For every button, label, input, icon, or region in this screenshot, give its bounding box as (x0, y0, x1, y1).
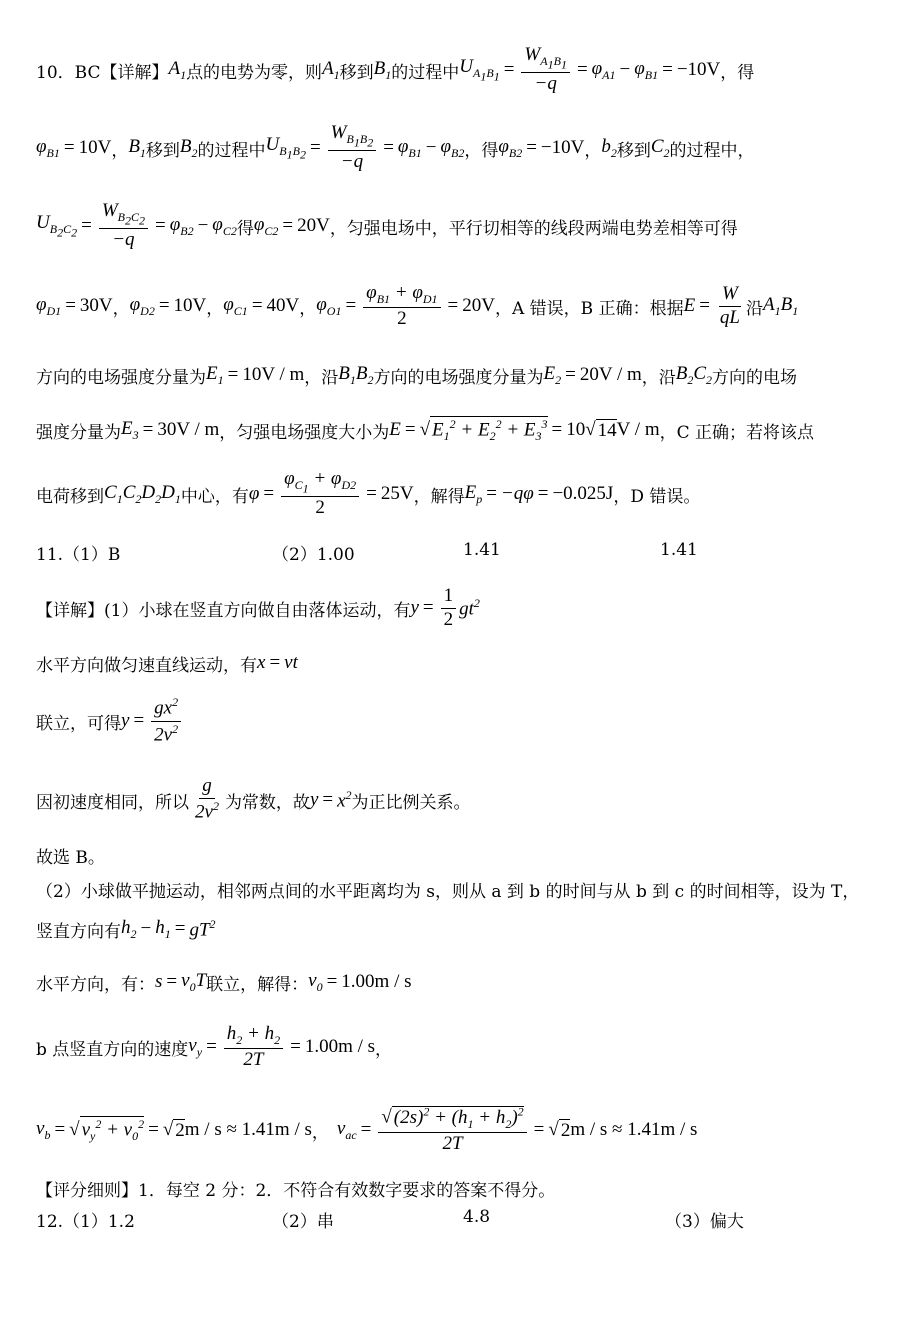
q10-line-4: $\varphi_{D1}$ = 30V ， $\varphi_{D2}$ = 10V ， $\varphi_{C1}$ = 40V ， $\varphi_{O1}$ = $\frac{\varphi_{B1} + \varphi_{D1}}{2}$ = 20V ，A 错误，B 正确：根据 E = $\frac{W}{qL}$ 沿 $A_1B_1$ (36, 281, 799, 329)
q11-detail-3: 联立，可得 y = $\frac{gx^2}{2v^2}$ (36, 698, 184, 744)
q11-detail-4: 因初速度相同，所以 $\frac{g}{2v^2}$ 为常数，故 y = $x^2$ 为正比例关系。 (36, 775, 471, 823)
q11-answer-1: 11.（1）B (36, 545, 121, 565)
q11-detail-2: 水平方向做匀速直线运动，有 x = vt (36, 652, 298, 676)
q10-prefix: 10．BC【详解】 (36, 62, 169, 83)
q11-detail-1: 【详解】(1）小球在竖直方向做自由落体运动，有 y = $\frac{1}{2}$ $gt^2$ (36, 584, 480, 630)
q10-line-3: $U_{B_2C_2}$ = $\frac{W_{B_2C_2}}{-q}$ = $\varphi_{B2}$ − $\varphi_{C2}$ 得 $\varphi_{C2}$ = 20V ，匀强电场中，平行切相等的线段两端电势差相等可得 (36, 199, 738, 251)
q12-answer-4: （3）偏大 (665, 1212, 744, 1232)
q11-detail-10: $v_b$ = √ $v_y^2 + v_0^2$ = √ 2 m / s ≈ 1.41m / s ， $v_{ac}$ = $\frac{√ (2s)^2 + (h_1 + h_2)^2}{2T}$ = √ 2 m / s ≈ 1.41m / s (36, 1104, 698, 1154)
q11-detail-8: 水平方向，有： s = $v_0T$ 联立，解得： $v_0$ = 1.00m / s (36, 969, 412, 995)
q10-line-1: 10．BC【详解】 $A_1$ 点的电势为零，则 $A_1$ 移到 $B_1$ 的过程中 $U_{A_1B_1}$ = $\frac{W_{A_1B_1}}{-q}$ = $\varphi_{A1}$ − $\varphi_{B1}$ = −10V ，得 (36, 43, 755, 95)
q11-detail-6: （2）小球做平抛运动，相邻两点间的水平距离均为 s，则从 a 到 b 的时间与从 b 到 c 的时间相等，设为 T， (36, 882, 860, 902)
q10-line-5: 方向的电场强度分量为 $E_1$ = 10V / m ，沿 $B_1B_2$ 方向的电场强度分量为 $E_2$ = 20V / m ，沿 $B_2C_2$ 方向的电场 (36, 362, 798, 388)
q11-rubric: 【评分细则】1．每空 2 分：2．不符合有效数字要求的答案不得分。 (36, 1181, 556, 1201)
q11-answer-2: （2）1.00 (272, 545, 355, 565)
q11-answer-3: 1.41 (463, 540, 501, 560)
q12-answer-3: 4.8 (463, 1207, 491, 1227)
q12-answer-2: （2）串 (272, 1212, 334, 1232)
q11-detail-7: 竖直方向有 $h_2$ − $h_1$ = $gT^2$ (36, 916, 216, 942)
q11-answer-4: 1.41 (660, 540, 698, 560)
q12-answer-1: 12.（1）1.2 (36, 1212, 135, 1232)
q10-line-6: 强度分量为 $E_3$ = 30V / m ，匀强电场强度大小为 E = √ $E_1^2 + E_2^2 + E_3^3$ = 10 √ 14 V / m ，C 正确；若将该点 (36, 416, 815, 444)
q10-line-7: 电荷移到 $C_1C_2D_2D_1$ 中心，有 φ = $\frac{\varphi_{C_1} + \varphi_{D2}}{2}$ = 25V ，解得 $E_p$ = −qφ = −0.025J ，D 错误。 (36, 467, 701, 519)
q10-line-2: $\varphi_{B1}$ = 10V ， $B_1$ 移到 $B_2$ 的过程中 $U_{B_1B_2}$ = $\frac{W_{B_1B_2}}{-q}$ = $\varphi_{B1}$ − $\varphi_{B2}$ ，得 $\varphi_{B2}$ = −10V ， $b_2$ 移到 $C_2$ 的过程中， (36, 121, 755, 173)
q11-detail-5: 故选 B。 (36, 848, 105, 868)
q11-detail-9: b 点竖直方向的速度 $v_y$ = $\frac{h_2 + h_2}{2T}$ = 1.00m / s ， (36, 1022, 393, 1070)
